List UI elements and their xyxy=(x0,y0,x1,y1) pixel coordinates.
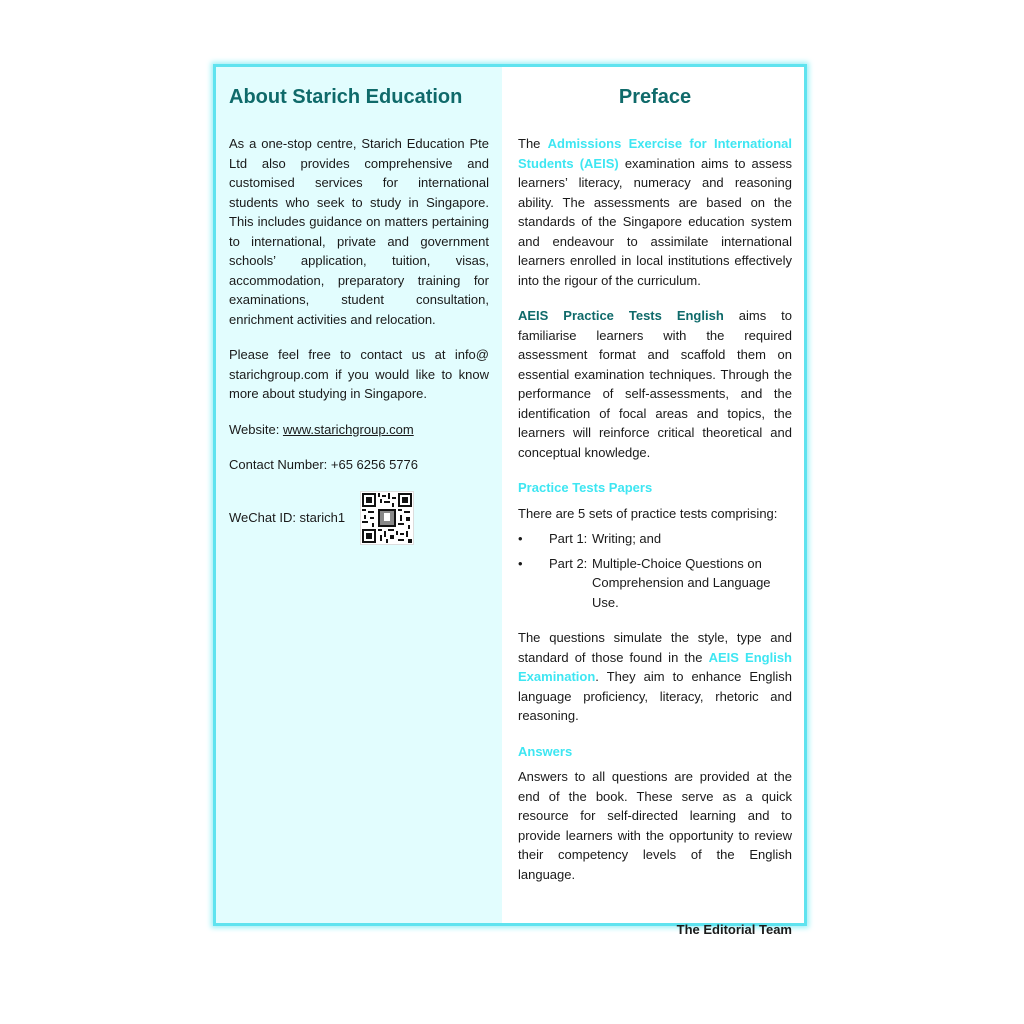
parts-list xyxy=(518,529,792,612)
p4-lead: The questions simulate the style, type and standard of those found in the xyxy=(518,630,792,665)
website-link[interactable]: www.starichgroup.com xyxy=(282,421,414,437)
part-text: Writing; and xyxy=(592,531,662,546)
about-column xyxy=(216,67,502,923)
website-line xyxy=(229,420,489,440)
p4-rest: . They aim to enhance English language proficiency, literacy, rhetoric and reasoning. xyxy=(518,669,792,723)
list-item xyxy=(518,554,792,613)
qr-code-icon xyxy=(360,491,414,545)
about-heading: About Starich Education xyxy=(229,86,463,108)
subheading-practice-tests: Practice Tests Papers xyxy=(518,480,653,495)
p1-rest: examination aims to assess learners’ literacy, numeracy and reasoning ability. The assessments are based on the standards of the Singapore education system and endeavour to assimilate international learners enrolled in local institutions effectively into the rigour of the curriculum. xyxy=(518,155,792,288)
preface-paragraph-2 xyxy=(518,306,792,462)
book-title-highlight: AEIS Practice Tests English xyxy=(518,308,724,323)
about-paragraph: As a one-stop centre, Starich Education Pte Ltd also provides comprehensive and customised services for international students who seek to study in Singapore. This includes guidance on matters pertaining to international, private and government schools’ application, tuition, visas, accommodation, preparatory training for examinations, student consultation, enrichment activities and relocation. xyxy=(229,136,489,327)
part-label: Part 2: xyxy=(549,555,588,571)
page-frame xyxy=(213,64,807,937)
subheading-answers: Answers xyxy=(518,743,573,759)
practice-intro: There are 5 sets of practice tests comprising: xyxy=(518,505,778,521)
preface-heading: Preface xyxy=(618,86,692,108)
website-label: Website: xyxy=(229,421,283,437)
bullet: • xyxy=(518,555,523,571)
p1-lead: The xyxy=(518,136,548,151)
aeis-highlight: Admissions Exercise for International Students (AEIS) xyxy=(518,136,792,171)
aeis-english-highlight: AEIS English Examination xyxy=(518,649,792,684)
answers-paragraph: Answers to all questions are provided at the end of the book. These serve as a quick resource for self-directed learning and to provide learners with the opportunity to review their competency levels of the English language. xyxy=(518,769,792,882)
signature: The Editorial Team xyxy=(676,922,792,937)
part-text: Multiple-Choice Questions on Comprehension and Language Use. xyxy=(592,555,771,610)
contact-number: Contact Number: +65 6256 5776 xyxy=(229,457,418,472)
preface-paragraph-3 xyxy=(518,628,792,726)
list-item xyxy=(518,529,792,549)
p2-rest: aims to familiarise learners with the required assessment format and scaffold them on essential examination techniques. Through the performance of self-assessments, and the identification of focal areas and topics, the learners will reinforce critical theoretical and conceptual knowledge. xyxy=(518,308,793,460)
preface-column xyxy=(502,67,804,937)
preface-paragraph-1 xyxy=(518,134,792,290)
wechat-id: WeChat ID: starich1 xyxy=(229,510,346,525)
contact-paragraph: Please feel free to contact us at info@ starichgroup.com if you would like to know more about studying in Singapore. xyxy=(229,347,489,401)
wechat-row xyxy=(229,491,489,545)
part-label: Part 1: xyxy=(549,531,588,546)
bullet: • xyxy=(518,531,523,546)
